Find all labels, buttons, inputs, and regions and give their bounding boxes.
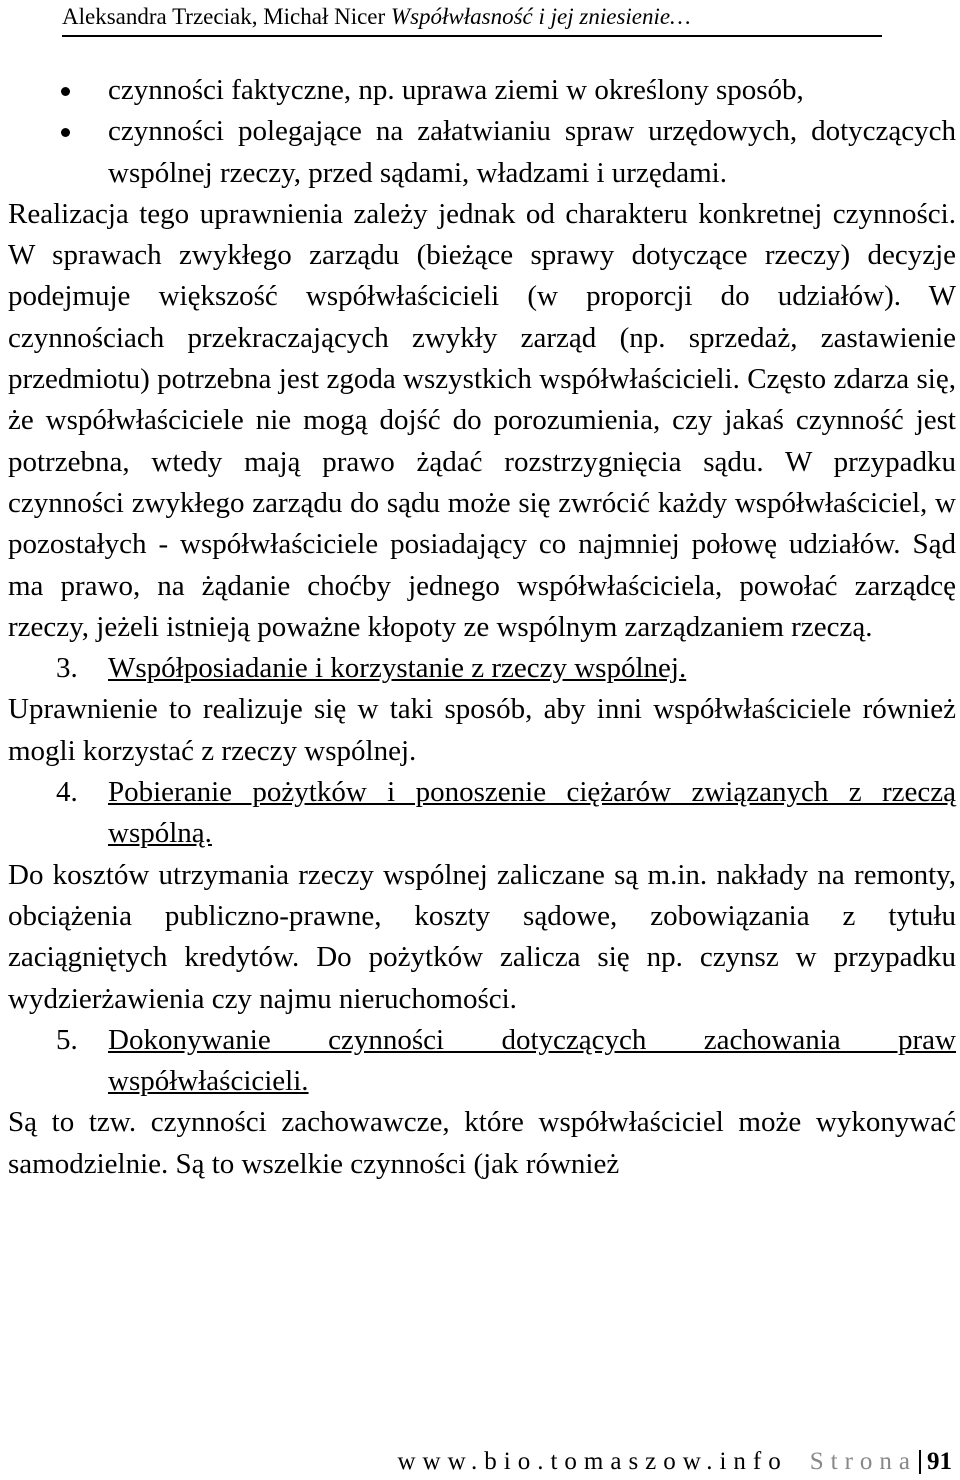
footer-divider [919, 1450, 921, 1474]
section-heading-3 [8, 648, 956, 689]
section-number: 3. [56, 652, 78, 685]
section-heading-5 [8, 1020, 956, 1103]
bullet-item: czynności faktyczne, np. uprawa ziemi w określony sposób, [8, 70, 956, 111]
bullet-item: czynności polegające na załatwianiu spraw urzędowych, dotyczących wspólnej rzeczy, przed sądami, władzami i urzędami. [8, 111, 956, 194]
footer-site: www.bio.tomaszow.info [397, 1448, 788, 1475]
section-heading-4 [8, 772, 956, 855]
section-number: 5. [56, 1023, 78, 1056]
section-title: Współposiadanie i korzystanie z rzeczy wspólnej. [108, 652, 687, 685]
paragraph-management: Realizacja tego uprawnienia zależy jednak od charakteru konkretnej czynności. W sprawach zwykłego zarządu (bieżące sprawy dotyczące rzeczy) decyzje podejmuje większość współwłaścicieli (w proporcji do udziałów). W czynnościach przekraczających zwykły zarząd (np. sprzedaż, zastawienie przedmiotu) potrzebna jest zgoda wszystkich współwłaścicieli. Często zdarza się, że współwłaściciele nie mogą dojść do porozumienia, czy jakaś czynność jest potrzebna, wtedy mają prawo żądać rozstrzygnięcia sądu. W przypadku czynności zwykłego zarządu do sądu może się zwrócić każdy współwłaściciel, w pozostałych - współwłaściciele posiadający co najmniej połowę udziałów. Sąd ma prawo, na żądanie choćby jednego współwłaściciela, powołać zarządcę rzeczy, jeżeli istnieją poważne kłopoty ze wspólnym zarządzaniem rzeczą. [8, 197, 956, 643]
header-authors: Aleksandra Trzeciak, Michał Nicer [62, 4, 386, 29]
paragraph-costs-benefits: Do kosztów utrzymania rzeczy wspólnej zaliczane są m.in. nakłady na remonty, obciążenia publiczno-prawne, koszty sądowe, zobowiązania z tytułu zaciągniętych kredytów. Do pożytków zalicza się np. czynsz w przypadku wydzierżawienia czy najmu nieruchomości. [8, 858, 956, 1015]
section-title: Dokonywanie czynności dotyczących zachowania praw współwłaścicieli. [108, 1023, 956, 1098]
paragraph-preservation: Są to tzw. czynności zachowawcze, które współwłaściciel może wykonywać samodzielnie. Są to wszelkie czynności (jak również [8, 1106, 956, 1180]
section-title: Pobieranie pożytków i ponoszenie ciężarów związanych z rzeczą wspólną. [108, 776, 956, 850]
page-number: 91 [927, 1448, 952, 1475]
paragraph-coownership-use: Uprawnienie to realizuje się w taki sposób, aby inni współwłaściciele również mogli korzystać z rzeczy wspólnej. [8, 693, 956, 767]
page-content [8, 70, 956, 1185]
bullet-list [8, 70, 956, 194]
page-footer [397, 1448, 952, 1476]
page-header [62, 4, 882, 37]
section-number: 4. [56, 776, 78, 809]
footer-page-label: Strona [809, 1448, 917, 1475]
header-title: Współwłasność i jej zniesienie… [390, 4, 691, 29]
